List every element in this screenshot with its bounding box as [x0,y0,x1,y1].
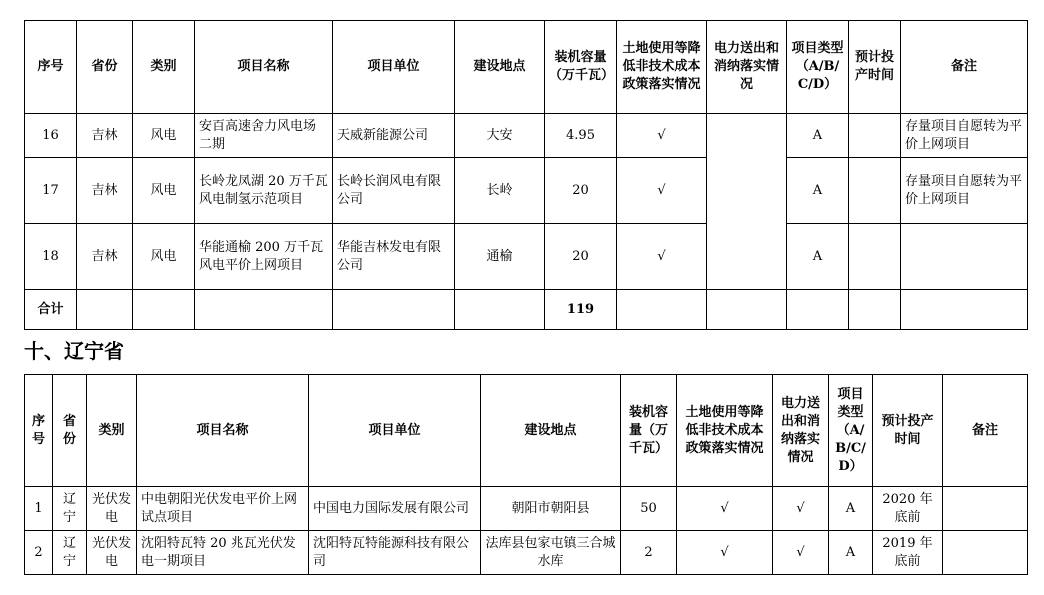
cell-no: 17 [25,158,77,224]
header-cell: 装机容量（万千瓦） [621,375,677,487]
cell-project-unit: 长岭长润风电有限公司 [333,158,455,224]
cell-capacity: 20 [545,224,617,290]
table-row [25,158,1028,224]
header-cell: 项目类型（A/B/C/D） [787,21,849,114]
header-cell: 序号 [25,375,53,487]
cell-remark: 存量项目自愿转为平价上网项目 [901,158,1028,224]
cell-time: 2020 年底前 [873,487,943,531]
cell-project-name: 华能通榆 200 万千瓦风电平价上网项目 [195,224,333,290]
cell-location: 长岭 [455,158,545,224]
cell-location: 法库县包家屯镇三合城水库 [481,531,621,575]
empty-cell [617,290,707,330]
header-cell: 土地使用等降低非技术成本政策落实情况 [617,21,707,114]
cell-capacity: 4.95 [545,114,617,158]
header-cell: 省份 [77,21,133,114]
cell-no: 1 [25,487,53,531]
cell-location: 通榆 [455,224,545,290]
table-row [25,487,1028,531]
total-row [25,290,1028,330]
cell-class: A [787,158,849,224]
cell-project-unit: 华能吉林发电有限公司 [333,224,455,290]
header-cell: 项目单位 [309,375,481,487]
empty-cell [787,290,849,330]
cell-location: 大安 [455,114,545,158]
cell-remark: 存量项目自愿转为平价上网项目 [901,114,1028,158]
cell-project-unit: 中国电力国际发展有限公司 [309,487,481,531]
cell-province: 吉林 [77,158,133,224]
table-header-row [25,21,1028,114]
cell-remark [901,224,1028,290]
header-cell: 项目类型（A/B/C/D） [829,375,873,487]
header-cell: 电力送出和消纳落实情况 [773,375,829,487]
header-cell: 预计投产时间 [849,21,901,114]
cell-class: A [787,114,849,158]
table-header-row [25,375,1028,487]
cell-time [849,114,901,158]
cell-project-name: 安百高速舍力风电场二期 [195,114,333,158]
header-cell: 备注 [943,375,1028,487]
cell-province: 辽宁 [53,531,87,575]
empty-cell [333,290,455,330]
cell-capacity: 50 [621,487,677,531]
cell-type: 风电 [133,114,195,158]
cell-land-policy: √ [677,531,773,575]
empty-cell [133,290,195,330]
cell-time: 2019 年底前 [873,531,943,575]
empty-cell [849,290,901,330]
empty-cell [707,290,787,330]
cell-province: 吉林 [77,114,133,158]
cell-power-delivery: √ [773,487,829,531]
header-cell: 备注 [901,21,1028,114]
cell-no: 16 [25,114,77,158]
cell-class: A [787,224,849,290]
cell-capacity: 2 [621,531,677,575]
table-row [25,224,1028,290]
header-cell: 电力送出和消纳落实情况 [707,21,787,114]
cell-time [849,158,901,224]
cell-project-name: 长岭龙凤湖 20 万千瓦风电制氢示范项目 [195,158,333,224]
cell-project-name: 中电朝阳光伏发电平价上网试点项目 [137,487,309,531]
empty-cell [195,290,333,330]
header-cell: 土地使用等降低非技术成本政策落实情况 [677,375,773,487]
cell-type: 风电 [133,224,195,290]
cell-land-policy: √ [617,224,707,290]
cell-capacity: 20 [545,158,617,224]
cell-project-name: 沈阳特瓦特 20 兆瓦光伏发电一期项目 [137,531,309,575]
header-cell: 序号 [25,21,77,114]
cell-power-delivery [707,114,787,290]
cell-remark [943,487,1028,531]
header-cell: 预计投产时间 [873,375,943,487]
header-cell: 建设地点 [455,21,545,114]
cell-type: 光伏发电 [87,531,137,575]
section-heading: 十、辽宁省 [24,339,124,363]
header-cell: 项目名称 [195,21,333,114]
cell-land-policy: √ [617,114,707,158]
cell-class: A [829,531,873,575]
cell-project-unit: 天威新能源公司 [333,114,455,158]
cell-project-unit: 沈阳特瓦特能源科技有限公司 [309,531,481,575]
total-label: 合计 [25,290,77,330]
table-row [25,114,1028,158]
header-cell: 省份 [53,375,87,487]
header-cell: 类别 [133,21,195,114]
cell-time [849,224,901,290]
header-cell: 项目单位 [333,21,455,114]
jilin-project-table [24,20,1028,330]
header-cell: 项目名称 [137,375,309,487]
total-capacity: 119 [545,290,617,330]
cell-location: 朝阳市朝阳县 [481,487,621,531]
table-row [25,531,1028,575]
cell-land-policy: √ [617,158,707,224]
cell-class: A [829,487,873,531]
cell-power-delivery: √ [773,531,829,575]
header-cell: 装机容量（万千瓦） [545,21,617,114]
header-cell: 类别 [87,375,137,487]
liaoning-project-table [24,374,1028,575]
cell-type: 风电 [133,158,195,224]
cell-no: 18 [25,224,77,290]
cell-type: 光伏发电 [87,487,137,531]
cell-province: 吉林 [77,224,133,290]
cell-land-policy: √ [677,487,773,531]
cell-remark [943,531,1028,575]
empty-cell [455,290,545,330]
cell-province: 辽宁 [53,487,87,531]
header-cell: 建设地点 [481,375,621,487]
empty-cell [77,290,133,330]
cell-no: 2 [25,531,53,575]
empty-cell [901,290,1028,330]
